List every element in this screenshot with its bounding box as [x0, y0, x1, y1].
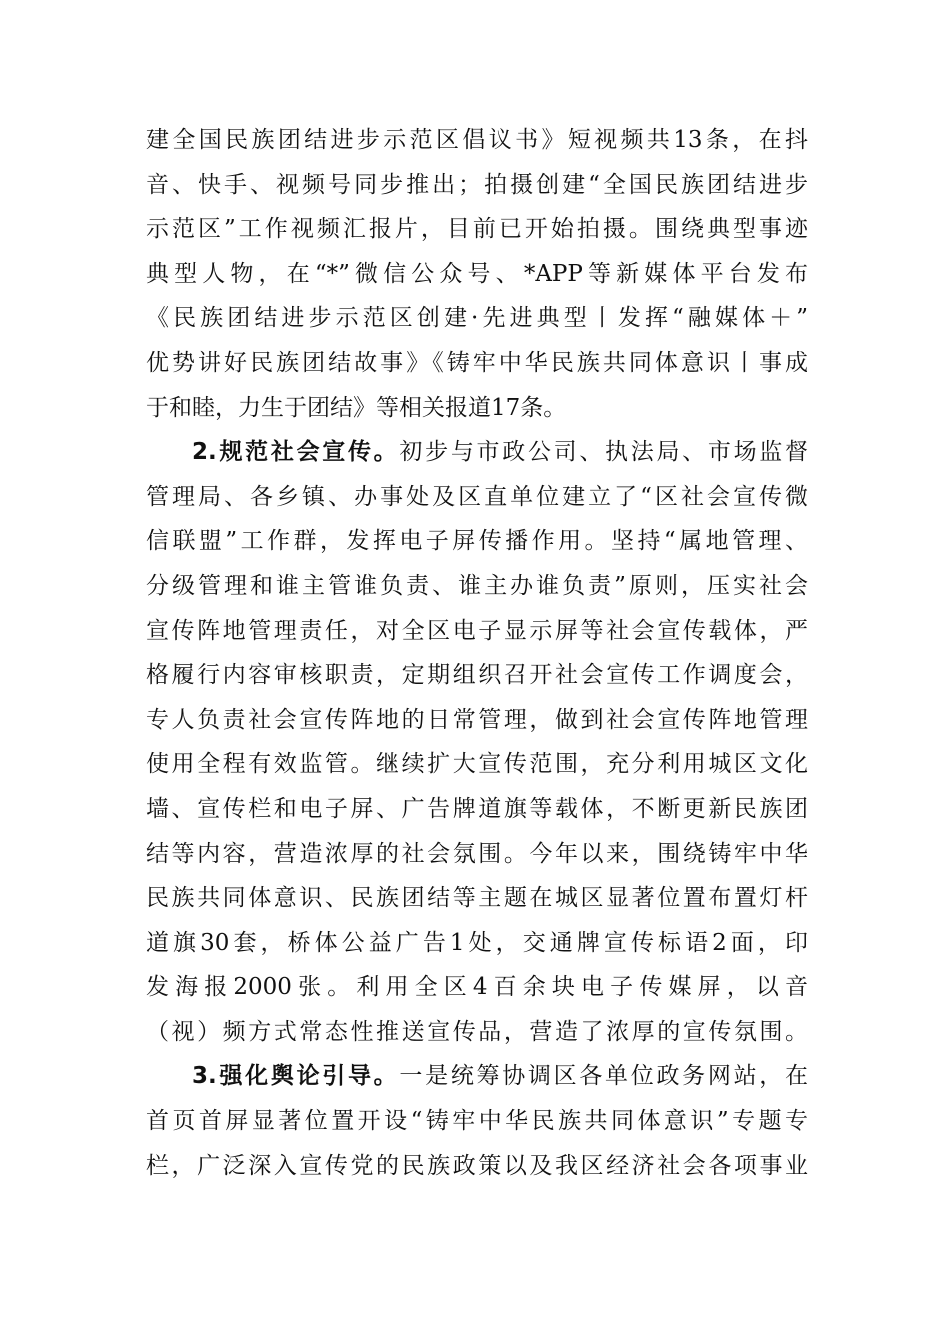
paragraph-2-line-10: 结等内容，营造浓厚的社会氛围。今年以来，围绕铸牢中华	[146, 840, 808, 867]
paragraph-2-line-9: 墙、宣传栏和电子屏、广告牌道旗等载体，不断更新民族团	[146, 795, 808, 822]
paragraph-2-line-3: 信联盟”工作群，发挥电子屏传播作用。坚持“属地管理、	[146, 528, 808, 555]
paragraph-1-line-5: 《民族团结进步示范区创建·先进典型丨发挥“融媒体＋”	[146, 305, 808, 332]
paragraph-2-line-7: 专人负责社会宣传阵地的日常管理，做到社会宣传阵地管理	[146, 706, 808, 733]
paragraph-2-line-6: 格履行内容审核职责，定期组织召开社会宣传工作调度会，	[146, 662, 808, 689]
document-body	[146, 118, 808, 1188]
paragraph-2-line-8: 使用全程有效监管。继续扩大宣传范围，充分利用城区文化	[146, 751, 808, 778]
paragraph-2-first-line	[146, 430, 808, 475]
paragraph-3-first-line-text: 一是统筹协调区各单位政务网站，在	[399, 1063, 808, 1090]
paragraph-2-first-line-text: 初步与市政公司、执法局、市场监督	[399, 439, 808, 466]
paragraph-3-line-3: 栏，广泛深入宣传党的民族政策以及我区经济社会各项事业	[146, 1152, 808, 1179]
paragraph-2-line-13: 发海报2000张。利用全区4百余块电子传媒屏，以音	[146, 974, 808, 1001]
paragraph-2-line-2: 管理局、各乡镇、办事处及区直单位建立了“区社会宣传微	[146, 483, 808, 510]
paragraph-2-line-4: 分级管理和谁主管谁负责、谁主办谁负责”原则，压实社会	[146, 572, 808, 599]
paragraph-1-line-4: 典型人物，在“*”微信公众号、*APP等新媒体平台发布	[146, 260, 808, 287]
paragraph-2-line-11: 民族共同体意识、民族团结等主题在城区显著位置布置灯杆	[146, 885, 808, 912]
paragraph-1-line-2: 音、快手、视频号同步推出；拍摄创建“全国民族团结进步	[146, 171, 808, 198]
paragraph-1-line-3: 示范区”工作视频汇报片，目前已开始拍摄。围绕典型事迹	[146, 216, 808, 243]
paragraph-2-heading: 2.规范社会宣传。	[192, 439, 400, 466]
paragraph-1-line-1: 建全国民族团结进步示范区倡议书》短视频共13条，在抖	[146, 127, 808, 153]
paragraph-2-line-12: 道旗30套，桥体公益广告1处，交通牌宣传标语2面，印	[146, 929, 808, 956]
paragraph-3-line-2: 首页首屏显著位置开设“铸牢中华民族共同体意识”专题专	[146, 1108, 808, 1135]
paragraph-1-line-7: 于和睦，力生于团结》等相关报道17条。	[146, 394, 567, 421]
paragraph-3-first-line	[146, 1054, 808, 1099]
paragraph-2-line-5: 宣传阵地管理责任，对全区电子显示屏等社会宣传载体，严	[146, 617, 808, 644]
paragraph-2-line-14: （视）频方式常态性推送宣传品，营造了浓厚的宣传氛围。	[146, 1018, 808, 1045]
paragraph-1-line-6: 优势讲好民族团结故事》《铸牢中华民族共同体意识丨事成	[146, 349, 808, 376]
paragraph-3-heading: 3.强化舆论引导。	[192, 1063, 400, 1090]
